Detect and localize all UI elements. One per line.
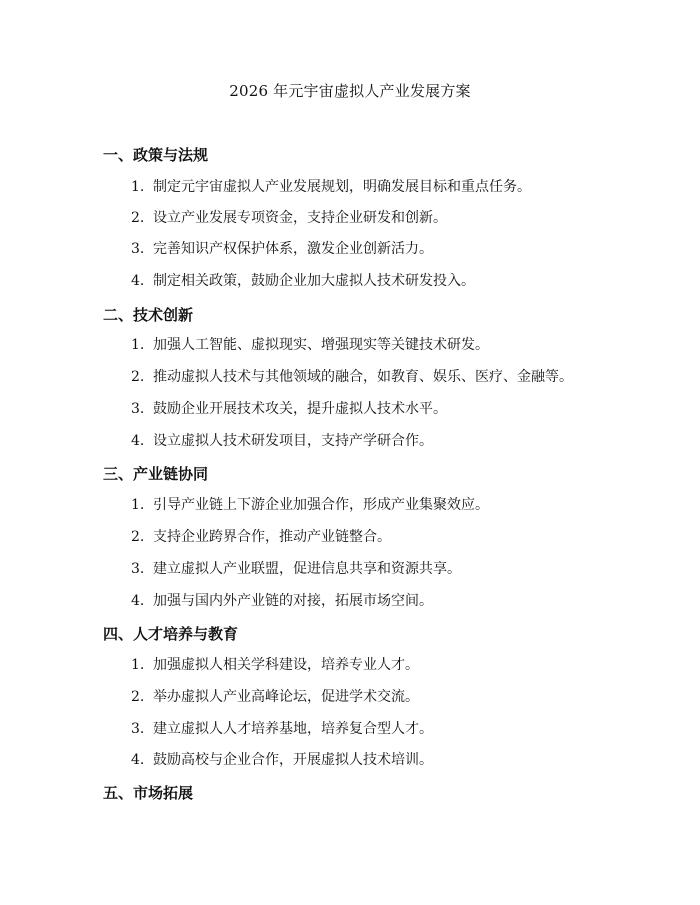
list-item-text: 加强人工智能、虚拟现实、增强现实等关键技术研发。: [153, 337, 489, 353]
list-item: [131, 526, 391, 546]
list-item-text: 推动虚拟人技术与其他领域的融合，如教育、娱乐、医疗、金融等。: [153, 369, 573, 385]
list-item-number: 3.: [131, 721, 145, 737]
list-item: [131, 270, 475, 290]
list-item: [131, 334, 489, 354]
section-heading-policy: 一、政策与法规: [103, 146, 209, 164]
list-item: [131, 686, 419, 706]
list-item: [131, 207, 447, 227]
list-item-number: 3.: [131, 401, 145, 417]
list-item: [131, 590, 433, 610]
list-item-text: 支持企业跨界合作，推动产业链整合。: [153, 529, 391, 545]
list-item: [131, 494, 489, 514]
list-item-number: 4.: [131, 593, 145, 609]
list-item-text: 完善知识产权保护体系，激发企业创新活力。: [153, 241, 433, 257]
list-item-text: 鼓励高校与企业合作，开展虚拟人技术培训。: [153, 752, 433, 768]
section-heading-market: 五、市场拓展: [103, 784, 194, 802]
list-item-text: 鼓励企业开展技术攻关，提升虚拟人技术水平。: [153, 401, 447, 417]
list-item-number: 4.: [131, 433, 145, 449]
document-title: 2026 年元宇宙虚拟人产业发展方案: [229, 82, 471, 100]
list-item: [131, 366, 573, 386]
list-item-text: 引导产业链上下游企业加强合作，形成产业集聚效应。: [153, 497, 489, 513]
list-item-text: 制定元宇宙虚拟人产业发展规划，明确发展目标和重点任务。: [153, 179, 531, 195]
list-item-number: 4.: [131, 752, 145, 768]
list-item: [131, 238, 433, 258]
list-item: [131, 398, 447, 418]
list-item-number: 3.: [131, 561, 145, 577]
list-item-number: 1.: [131, 337, 145, 353]
list-item-number: 1.: [131, 657, 145, 673]
list-item-number: 2.: [131, 689, 145, 705]
list-item: [131, 654, 419, 674]
list-item-number: 4.: [131, 273, 145, 289]
list-item-text: 设立产业发展专项资金，支持企业研发和创新。: [153, 210, 447, 226]
list-item-text: 建立虚拟人产业联盟，促进信息共享和资源共享。: [153, 561, 461, 577]
list-item: [131, 176, 531, 196]
list-item-text: 举办虚拟人产业高峰论坛，促进学术交流。: [153, 689, 419, 705]
list-item: [131, 749, 433, 769]
section-heading-tech: 二、技术创新: [103, 306, 194, 324]
list-item-text: 建立虚拟人人才培养基地，培养复合型人才。: [153, 721, 433, 737]
list-item-number: 1.: [131, 179, 145, 195]
list-item-number: 3.: [131, 241, 145, 257]
list-item-text: 制定相关政策，鼓励企业加大虚拟人技术研发投入。: [153, 273, 475, 289]
section-heading-industry-chain: 三、产业链协同: [103, 465, 209, 483]
list-item-number: 2.: [131, 369, 145, 385]
section-heading-talent: 四、人才培养与教育: [103, 625, 239, 643]
list-item-text: 设立虚拟人技术研发项目，支持产学研合作。: [153, 433, 433, 449]
list-item-text: 加强与国内外产业链的对接，拓展市场空间。: [153, 593, 433, 609]
list-item: [131, 430, 433, 450]
list-item-number: 1.: [131, 497, 145, 513]
list-item: [131, 718, 433, 738]
list-item-number: 2.: [131, 210, 145, 226]
list-item-text: 加强虚拟人相关学科建设，培养专业人才。: [153, 657, 419, 673]
list-item-number: 2.: [131, 529, 145, 545]
list-item: [131, 558, 461, 578]
